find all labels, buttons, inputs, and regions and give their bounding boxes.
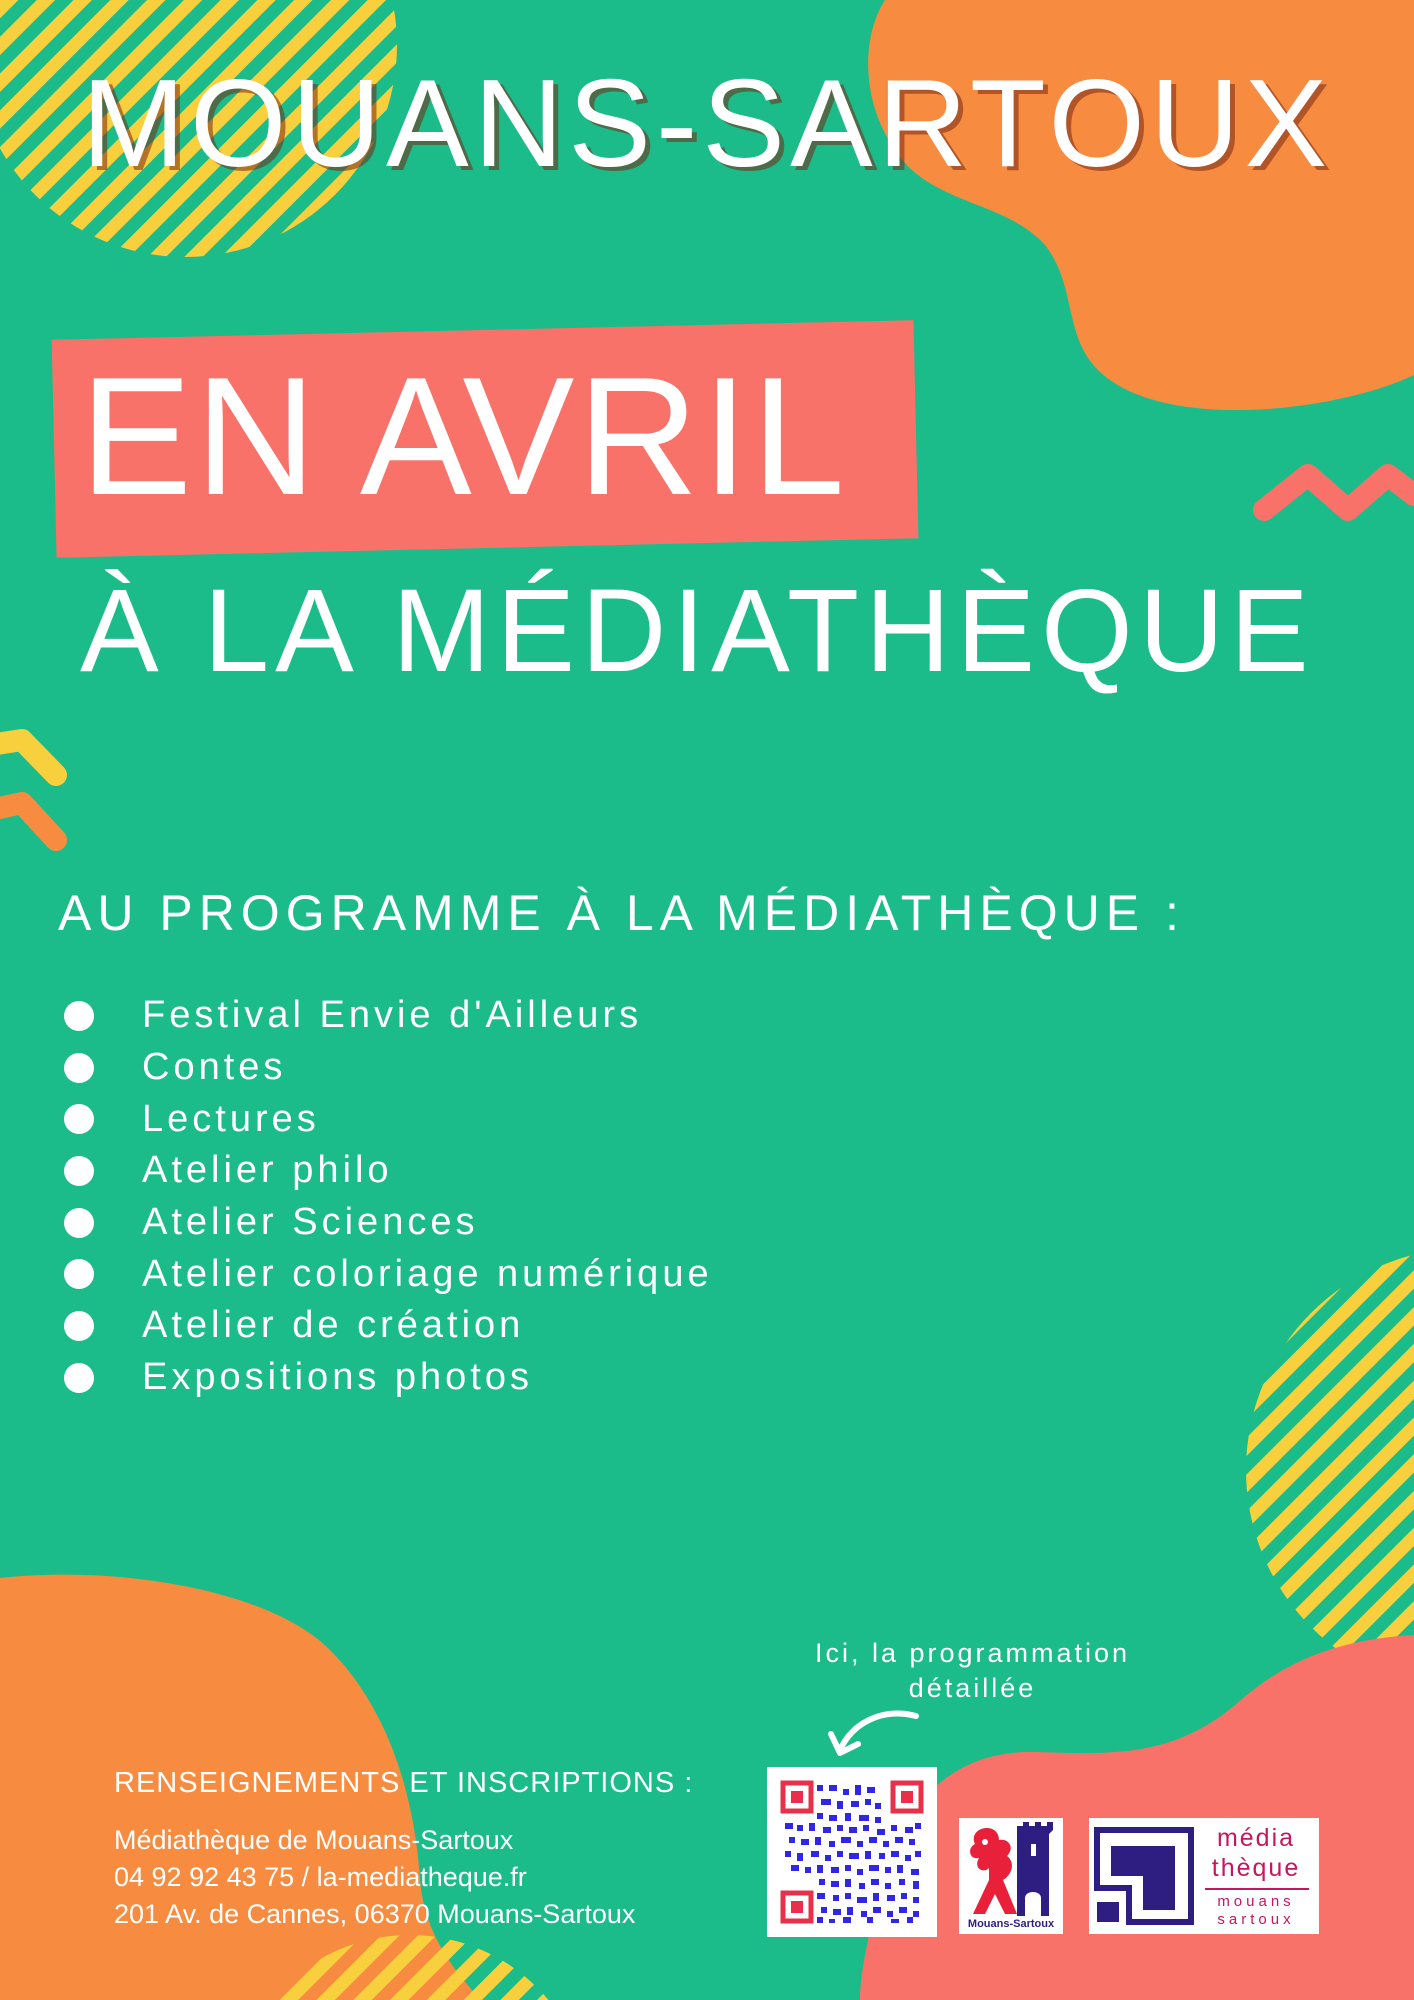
program-item [64, 990, 713, 1042]
program-item [64, 1248, 713, 1300]
program-item-label: Lectures [142, 1097, 320, 1140]
mediatheque-logo [1089, 1818, 1319, 1934]
program-item-label: Expositions photos [142, 1356, 533, 1399]
program-item-label: Atelier coloriage numérique [142, 1252, 713, 1295]
program-item [64, 1093, 713, 1145]
town-logo-label: Mouans-Sartoux [967, 1918, 1055, 1930]
bullet-dot-icon [64, 1259, 94, 1289]
info-heading: RENSEIGNEMENTS ET INSCRIPTIONS : [114, 1767, 694, 1799]
town-logo [959, 1818, 1063, 1934]
qr-code[interactable] [767, 1767, 937, 1937]
program-item [64, 1145, 713, 1197]
month-banner: EN AVRIL [80, 342, 848, 530]
mediatheque-logo-text: sartoux [1217, 1911, 1295, 1928]
bullet-dot-icon [64, 1104, 94, 1134]
bullet-dot-icon [64, 1311, 94, 1341]
program-item-label: Atelier Sciences [142, 1201, 479, 1244]
venue-subtitle: À LA MÉDIATHÈQUE [80, 565, 1315, 697]
bullet-dot-icon [64, 1001, 94, 1031]
contact-info [114, 1822, 635, 1933]
bullet-dot-icon [64, 1208, 94, 1238]
curved-arrow-icon [826, 1706, 922, 1762]
program-list [64, 990, 713, 1404]
program-item [64, 1197, 713, 1249]
program-item-label: Atelier de création [142, 1304, 525, 1347]
mediatheque-logo-text: média [1216, 1824, 1296, 1852]
striped-circle-right [1246, 1248, 1414, 1692]
contact-name: Médiathèque de Mouans-Sartoux [114, 1825, 514, 1855]
qr-caption [750, 1636, 1195, 1706]
mediatheque-logo-text: mouans [1217, 1893, 1295, 1910]
program-item [64, 1300, 713, 1352]
zigzag-right [1264, 475, 1414, 510]
town-crest-icon [959, 1818, 1063, 1934]
mediatheque-logo-icon [1089, 1818, 1199, 1934]
mediatheque-logo-divider [1205, 1888, 1309, 1890]
program-item-label: Festival Envie d'Ailleurs [142, 994, 643, 1037]
chevron-orange-left [0, 803, 56, 840]
program-item [64, 1352, 713, 1404]
qr-caption-line: Ici, la programmation [814, 1638, 1131, 1668]
chevron-yellow-left [0, 740, 56, 775]
program-item [64, 1042, 713, 1094]
bullet-dot-icon [64, 1363, 94, 1393]
qr-code-icon [767, 1767, 937, 1937]
contact-address: 201 Av. de Cannes, 06370 Mouans-Sartoux [114, 1899, 636, 1929]
bullet-dot-icon [64, 1053, 94, 1083]
bullet-dot-icon [64, 1156, 94, 1186]
mediatheque-logo-text: thèque [1211, 1854, 1301, 1882]
qr-caption-line: détaillée [908, 1673, 1037, 1703]
program-item-label: Atelier philo [142, 1149, 393, 1192]
city-title: MOUANS-SARTOUX [81, 55, 1333, 193]
contact-phone-website: 04 92 92 43 75 / la-mediatheque.fr [114, 1862, 527, 1892]
program-item-label: Contes [142, 1046, 287, 1089]
program-heading: AU PROGRAMME À LA MÉDIATHÈQUE : [58, 885, 1185, 941]
